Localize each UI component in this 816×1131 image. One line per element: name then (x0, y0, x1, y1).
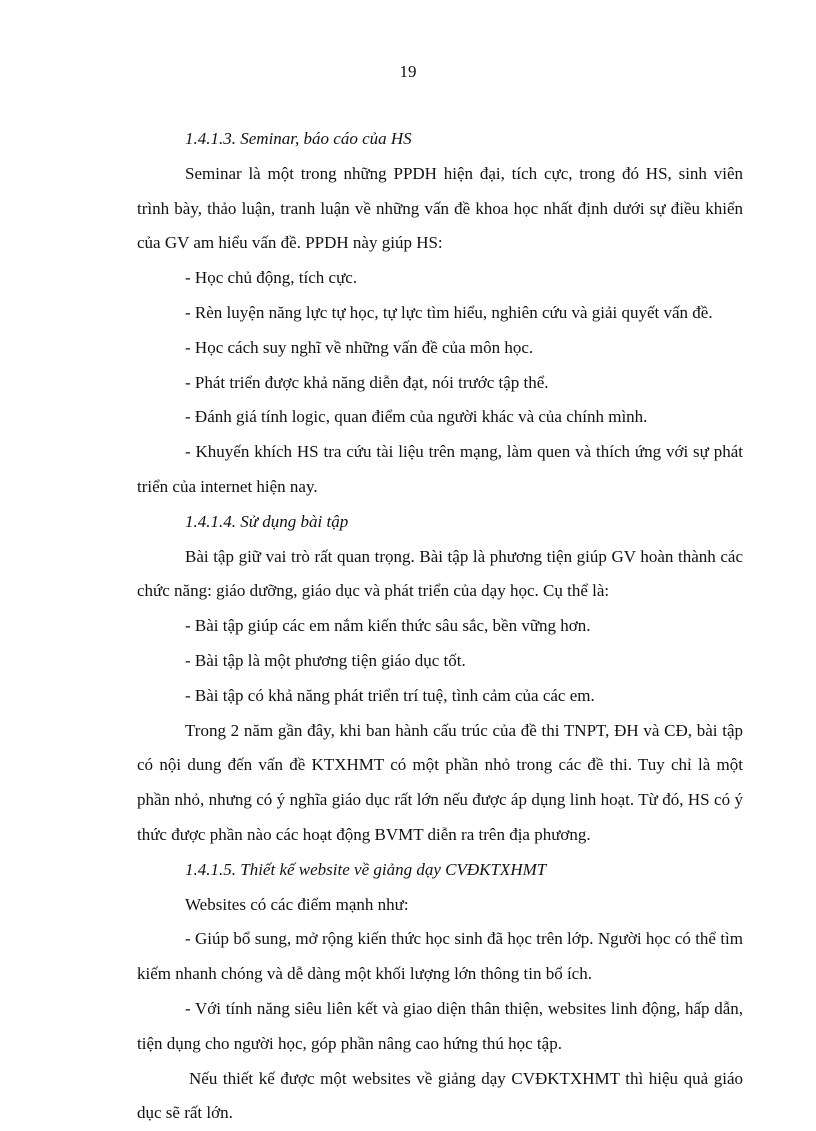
section-heading-1-4-1-5: 1.4.1.5. Thiết kế website về giảng dạy CVĐKTXHMT (185, 859, 547, 879)
list-item: - Học cách suy nghĩ về những vấn đề của môn học. (185, 337, 534, 357)
list-item: - Bài tập giúp các em nắm kiến thức sâu sắc, bền vững hơn. (185, 616, 591, 636)
list-item: - Bài tập có khả năng phát triển trí tuệ, tình cảm của các em. (185, 685, 595, 705)
paragraph: Nếu thiết kế được một websites về giảng dạy CVĐKTXHMT thì hiệu quả giáo dục sẽ rất lớn. (137, 1068, 743, 1123)
paragraph: Websites có các điểm mạnh như: (185, 894, 409, 914)
page-number: 19 (399, 62, 417, 81)
list-item: - Rèn luyện năng lực tự học, tự lực tìm hiểu, nghiên cứu và giải quyết vấn đề. (185, 302, 713, 322)
list-item: - Học chủ động, tích cực. (185, 268, 358, 288)
list-item: - Với tính năng siêu liên kết và giao diện thân thiện, websites linh động, hấp dẫn, tiện dụng cho người học, góp phần nâng cao hứng thú học tập. (137, 998, 743, 1053)
paragraph: Seminar là một trong những PPDH hiện đại, tích cực, trong đó HS, sinh viên trình bày, thảo luận, tranh luận về những vấn đề khoa học nhất định dưới sự điều khiển của GV am hiểu vấn đề. PPDH này giúp HS: (137, 163, 743, 253)
paragraph: Trong 2 năm gần đây, khi ban hành cấu trúc của đề thi TNPT, ĐH và CĐ, bài tập có nội dung đến vấn đề KTXHMT có một phần nhỏ trong các đề thi. Tuy chỉ là một phần nhỏ, nhưng có ý nghĩa giáo dục rất lớn nếu được áp dụng linh hoạt. Từ đó, HS có ý thức được phần nào các hoạt động BVMT diễn ra trên địa phương. (137, 720, 743, 844)
list-item: - Phát triển được khả năng diễn đạt, nói trước tập thể. (185, 372, 549, 392)
section-heading-1-4-1-4: 1.4.1.4. Sử dụng bài tập (185, 511, 349, 531)
list-item: - Bài tập là một phương tiện giáo dục tốt. (185, 650, 466, 670)
paragraph: Bài tập giữ vai trò rất quan trọng. Bài tập là phương tiện giúp GV hoàn thành các chức năng: giáo dưỡng, giáo dục và phát triển của dạy học. Cụ thể là: (137, 546, 743, 601)
page-content (137, 122, 743, 1131)
list-item: - Giúp bổ sung, mở rộng kiến thức học sinh đã học trên lớp. Người học có thể tìm kiếm nhanh chóng và dễ dàng một khối lượng lớn thông tin bổ ích. (137, 929, 743, 984)
list-item: - Khuyến khích HS tra cứu tài liệu trên mạng, làm quen và thích ứng với sự phát triển của internet hiện nay. (137, 442, 743, 496)
list-item: - Đánh giá tính logic, quan điểm của người khác và của chính mình. (185, 407, 648, 427)
section-heading-1-4-1-3: 1.4.1.3. Seminar, báo cáo của HS (185, 129, 412, 148)
